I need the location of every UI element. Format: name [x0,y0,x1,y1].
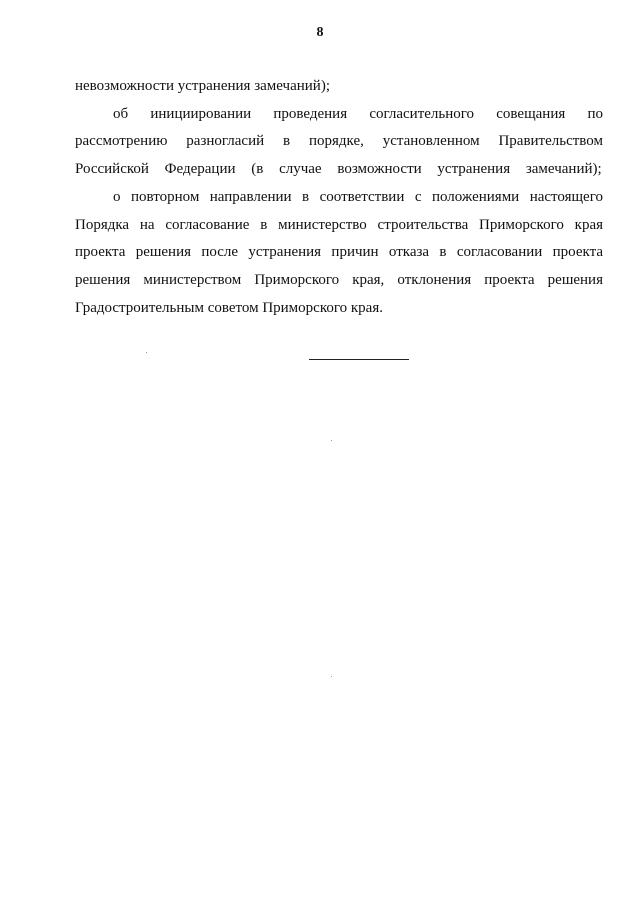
document-body [75,73,603,322]
paragraph-repeat-submission: о повторном направлении в соответствии с положениями настоящего Порядка на согласование в министерство строительства Приморского края проекта решения после устранения причин отказа в согласовании проекта решения министерством Приморского края, отклонения проекта решения Градостроительным советом Приморского края. [75,188,603,316]
end-separator-line [309,359,409,360]
paragraph-continuation: невозможности устранения замечаний); [75,78,330,94]
paragraph-conciliation-meeting: об инициировании проведения согласительного совещания по рассмотрению разногласий в порядке, установленном Правительством Российской Федерации (в случае возможности устранения замечаний); [75,105,603,178]
scan-speck [331,676,332,677]
page-number: 8 [316,25,324,40]
scan-speck [331,440,332,441]
scan-speck [146,352,147,353]
